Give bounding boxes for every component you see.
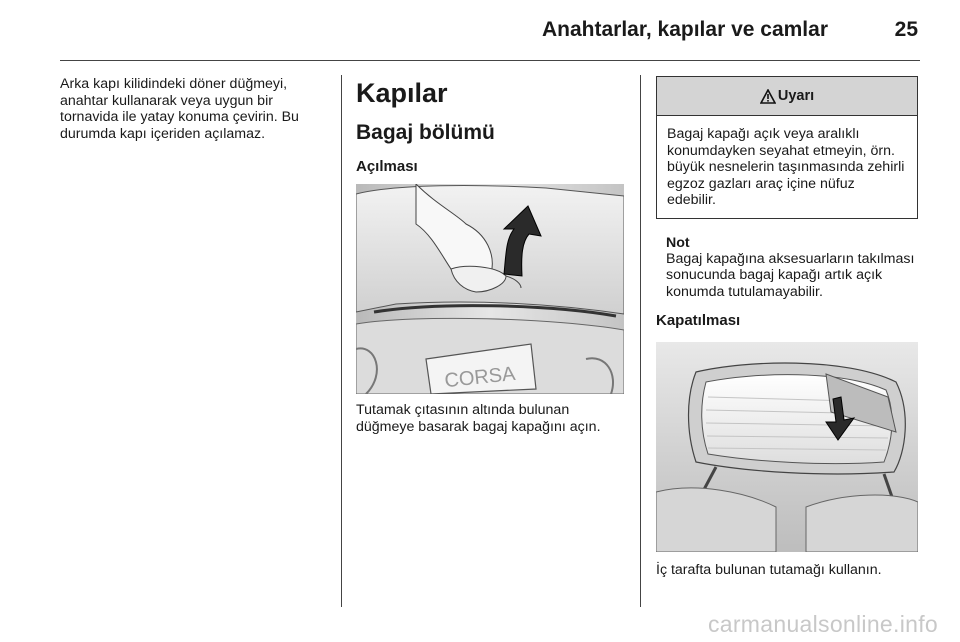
warning-header [657, 77, 917, 116]
column-divider-left [341, 75, 342, 607]
figure-caption-closing: İç tarafta bulunan tutamağı kullanın. [656, 562, 882, 578]
watermark: carmanualsonline.info [707, 611, 938, 637]
column-middle [356, 76, 626, 435]
section-heading: Bagaj bölümü [356, 121, 495, 144]
warning-box [656, 76, 918, 219]
warning-triangle-icon [760, 89, 776, 104]
body-paragraph: Arka kapı kilidindeki döner düğmeyi, anahtar kullanarak veya uygun bir tornavida ile yatay konuma çevirin. Bu durumda kapı içeriden açılamaz. [60, 76, 299, 142]
license-plate-text: CORSA [443, 362, 517, 393]
chapter-heading: Kapılar [356, 78, 448, 108]
page-number: 25 [894, 18, 918, 41]
figure-caption-opening: Tutamak çıtasının altında bulunan düğmeye basarak bagaj kapağını açın. [356, 402, 601, 435]
column-right [656, 76, 921, 579]
page-header-title: Anahtarlar, kapılar ve camlar [542, 18, 828, 41]
warning-text: Bagaj kapağı açık veya aralıklı konumdayken seyahat etmeyin, örn. büyük nesnelerin taşınmasında zehirli egzoz gazları araç içine nüfuz edebilir. [667, 126, 905, 208]
warning-title: Uyarı [777, 88, 815, 104]
header-divider [60, 60, 920, 61]
subsection-heading-closing: Kapatılması [656, 312, 741, 329]
note-title: Not [666, 234, 690, 251]
tailgate-closing-illustration [656, 342, 918, 552]
column-divider-right [640, 75, 641, 607]
note-block [656, 235, 921, 301]
tailgate-opening-illustration [356, 184, 624, 394]
subsection-heading-opening: Açılması [356, 158, 418, 175]
note-text: Bagaj kapağına aksesuarların takılması sonucunda bagaj kapağı artık açık konumda tutulamayabilir. [666, 250, 915, 300]
column-left [60, 76, 330, 142]
